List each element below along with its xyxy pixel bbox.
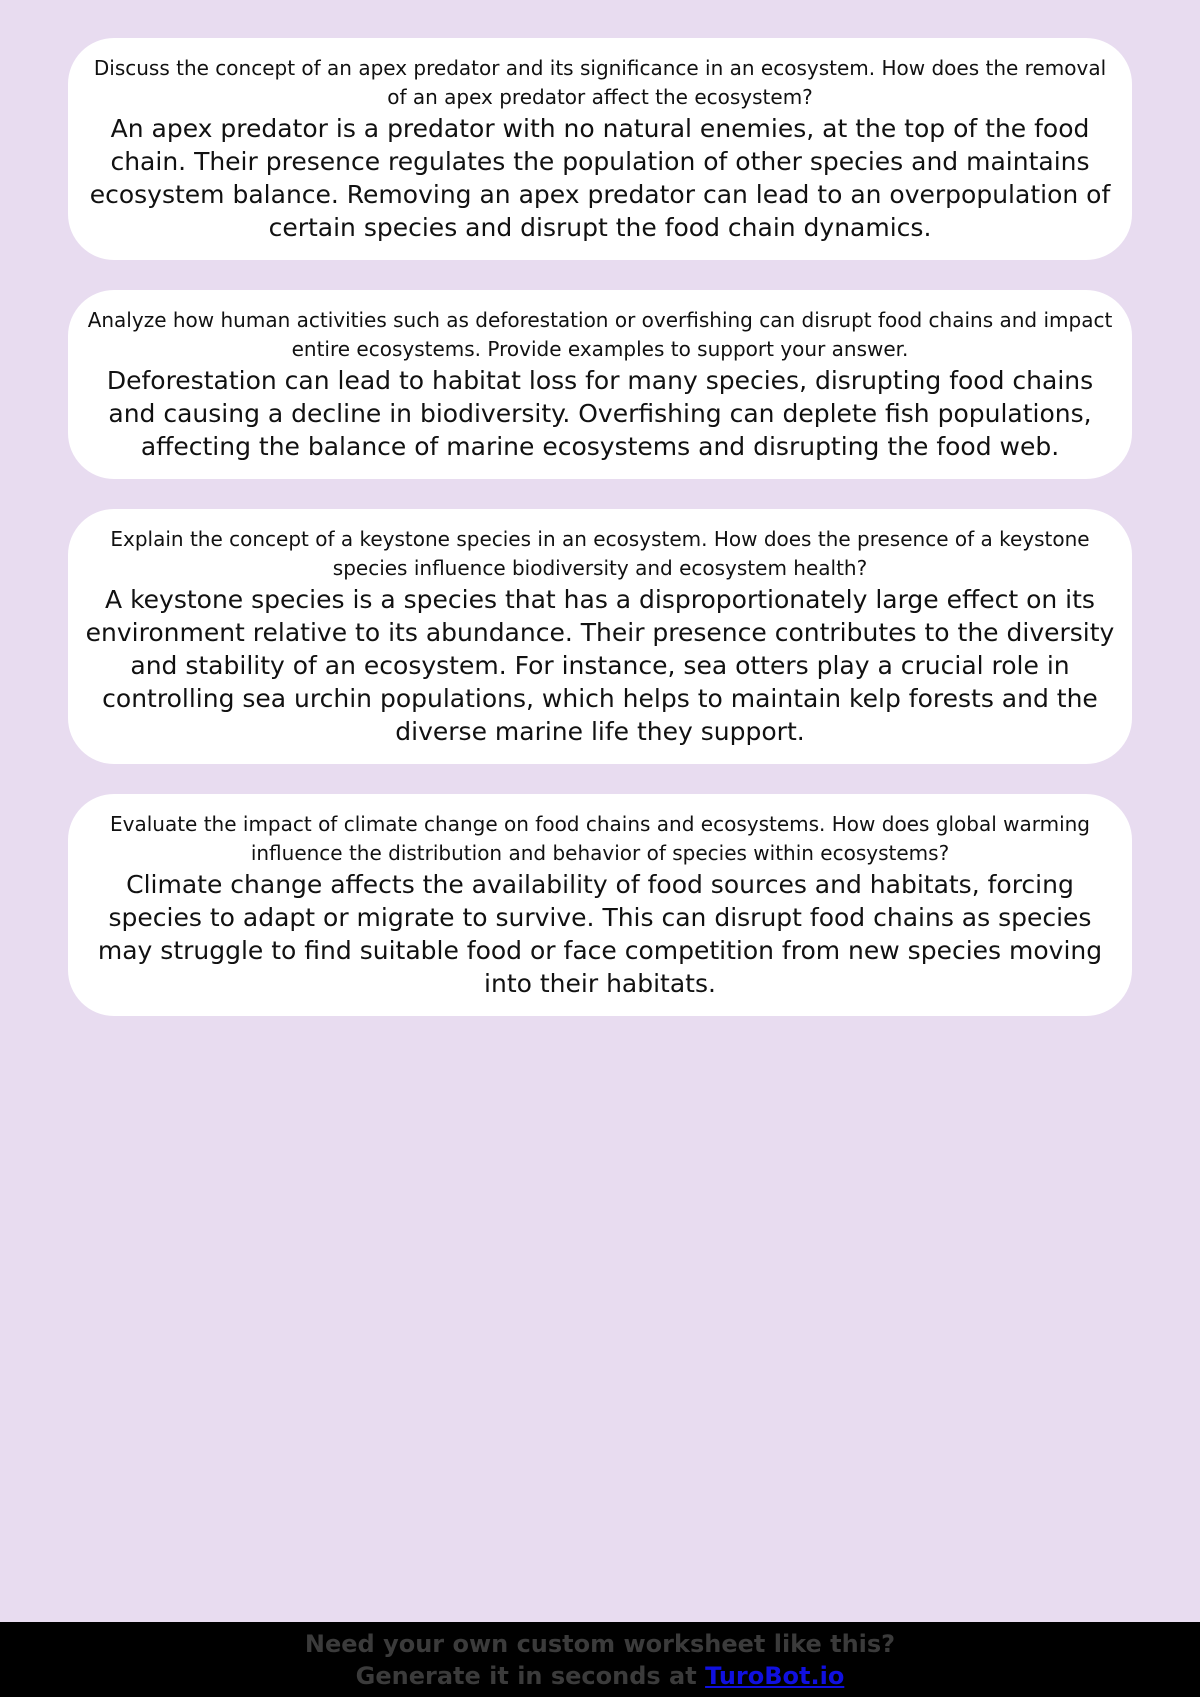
turobot-link[interactable]: TuroBot.io bbox=[705, 1662, 845, 1690]
question-text: Discuss the concept of an apex predator and its significance in an ecosystem. How does the removal of an apex predator affect the ecosystem? bbox=[93, 56, 1107, 109]
answer-text: An apex predator is a predator with no natural enemies, at the top of the food chain. Their presence regulates the population of other species and maintains ecosystem balance. Removing an apex predator can lead to an overpopulation of certain species and disrupt the food chain dynamics. bbox=[89, 114, 1111, 242]
answer-text: Climate change affects the availability of food sources and habitats, forcing species to adapt or migrate to survive. This can disrupt food chains as species may struggle to find suitable food or face competition from new species moving into their habitats. bbox=[97, 870, 1103, 998]
footer-line-2 bbox=[0, 1660, 1200, 1692]
question-card-4 bbox=[68, 794, 1132, 1016]
question-text: Analyze how human activities such as deforestation or overfishing can disrupt food chains and impact entire ecosystems. Provide examples to support your answer. bbox=[87, 308, 1113, 361]
question-card-2 bbox=[68, 290, 1132, 479]
answer-text: A keystone species is a species that has a disproportionately large effect on its environment relative to its abundance. Their presence contributes to the diversity and stability of an ecosystem. For instance, sea otters play a crucial role in controlling sea urchin populations, which helps to maintain kelp forests and the diverse marine life they support. bbox=[85, 585, 1115, 746]
footer-line-2-prefix: Generate it in seconds at bbox=[355, 1662, 706, 1690]
question-card-1 bbox=[68, 38, 1132, 260]
question-card-3 bbox=[68, 509, 1132, 764]
worksheet bbox=[68, 38, 1132, 1016]
answer-text: Deforestation can lead to habitat loss for many species, disrupting food chains and causing a decline in biodiversity. Overfishing can deplete fish populations, affecting the balance of marine ecosystems and disrupting the food web. bbox=[106, 366, 1094, 461]
question-text: Evaluate the impact of climate change on food chains and ecosystems. How does global warming influence the distribution and behavior of species within ecosystems? bbox=[109, 812, 1091, 865]
promo-footer bbox=[0, 1622, 1200, 1697]
footer-line-1: Need your own custom worksheet like this? bbox=[304, 1630, 896, 1658]
question-text: Explain the concept of a keystone species in an ecosystem. How does the presence of a keystone species influence biodiversity and ecosystem health? bbox=[110, 527, 1090, 580]
